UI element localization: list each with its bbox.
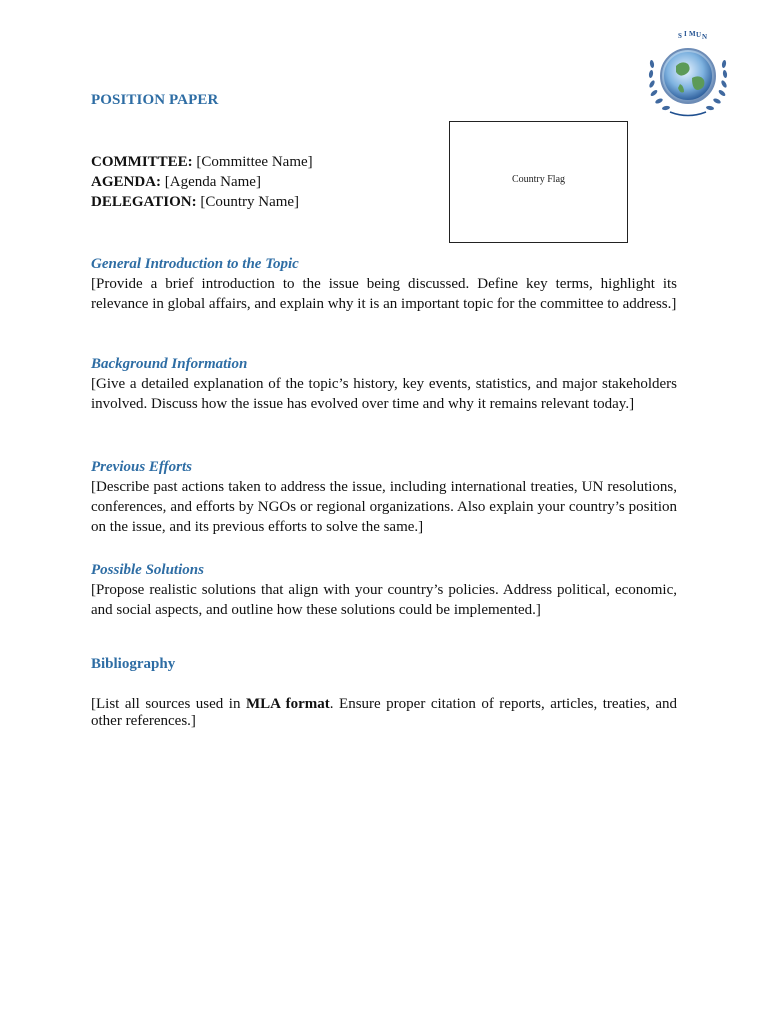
section-body: [Propose realistic solutions that align with your country’s policies. Address political, economic, and social aspects, and outline how these solutions could be implemented.] bbox=[91, 582, 677, 618]
section-introduction bbox=[91, 254, 677, 314]
section-heading: Previous Efforts bbox=[91, 459, 192, 475]
delegation-label: DELEGATION: bbox=[91, 194, 197, 210]
section-heading: Background Information bbox=[91, 356, 248, 372]
paper-meta bbox=[91, 152, 313, 212]
mla-format-emphasis: MLA format bbox=[245, 696, 330, 712]
delegation-row bbox=[91, 192, 313, 212]
delegation-value: [Country Name] bbox=[196, 194, 300, 210]
section-previous-efforts bbox=[91, 457, 677, 537]
section-possible-solutions bbox=[91, 560, 677, 620]
logo-letter: U bbox=[696, 31, 702, 39]
bibliography-text-start: [List all sources used in bbox=[91, 696, 246, 712]
logo-letter: S bbox=[678, 32, 682, 40]
agenda-label: AGENDA: bbox=[91, 174, 161, 190]
section-heading: General Introduction to the Topic bbox=[91, 256, 299, 272]
country-flag-placeholder bbox=[449, 121, 628, 243]
agenda-row bbox=[91, 172, 313, 192]
section-background bbox=[91, 354, 677, 414]
section-bibliography bbox=[91, 654, 677, 730]
section-heading: Bibliography bbox=[91, 656, 176, 672]
simun-logo-icon bbox=[640, 26, 736, 122]
section-body bbox=[91, 696, 677, 730]
bibliography-text-end: . Ensure proper citation of reports, articles, treaties, and other references.] bbox=[91, 696, 677, 729]
section-body: [Describe past actions taken to address the issue, including international treaties, UN resolutions, conferences, and efforts by NGOs or regional organizations. Also explain your country’s position on the issue, and its previous efforts to solve the same.] bbox=[91, 479, 677, 535]
committee-row bbox=[91, 152, 313, 172]
flag-placeholder-label: Country Flag bbox=[511, 173, 566, 185]
logo-letter: M bbox=[689, 30, 696, 38]
agenda-value: [Agenda Name] bbox=[161, 174, 261, 190]
section-body: [Provide a brief introduction to the issue being discussed. Define key terms, highlight its relevance in global affairs, and explain why it is an important topic for the committee to address.] bbox=[91, 276, 677, 312]
logo-letter: N bbox=[702, 33, 708, 41]
section-body: [Give a detailed explanation of the topic’s history, key events, statistics, and major stakeholders involved. Discuss how the issue has evolved over time and why it remains relevant today.] bbox=[91, 376, 677, 412]
committee-value: [Committee Name] bbox=[192, 154, 313, 170]
committee-label: COMMITTEE: bbox=[91, 154, 193, 170]
page-title: POSITION PAPER bbox=[91, 92, 219, 108]
section-heading: Possible Solutions bbox=[91, 562, 204, 578]
logo-letter: I bbox=[684, 30, 687, 38]
